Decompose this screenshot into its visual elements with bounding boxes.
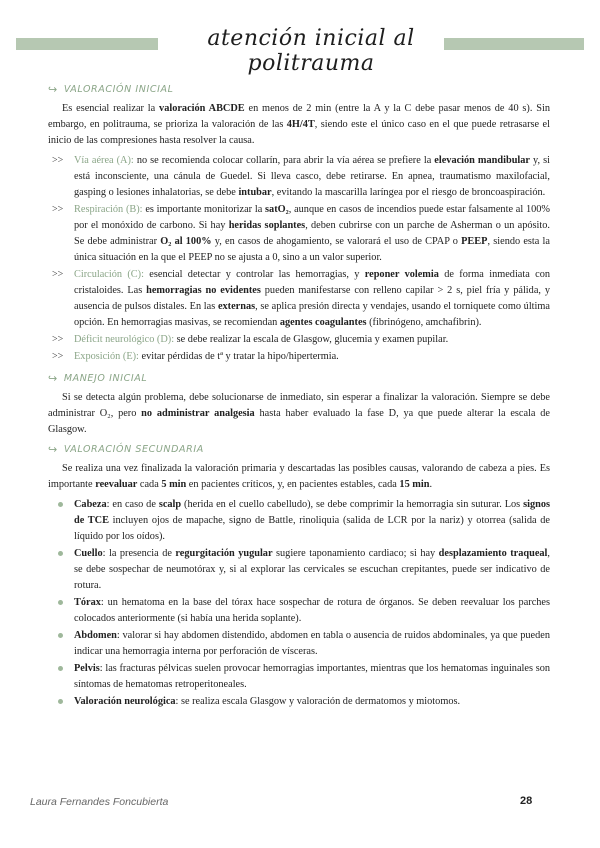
- paragraph-manejo-inicial: Si se detecta algún problema, debe solucionarse de inmediato, sin esperar a finalizar la valoración. Siempre se debe administrar O₂, pero no administrar analgesia hasta haber evaluado la fase D, ya que puede alterar la escala de Glasgow.: [48, 392, 550, 435]
- page-number: 28: [520, 795, 533, 807]
- footer-author: Laura Fernandes Foncubierta: [30, 796, 169, 808]
- title-bar-right-decoration: [444, 38, 584, 50]
- list-item-abdomen: Abdomen: valorar si hay abdomen distendido, abdomen en tabla o ausencia de ruidos abdominales, ya que pueden indicar una hemorragia interna por perforación de vísceras.: [74, 628, 550, 660]
- double-chevron-icon: >>: [52, 155, 64, 166]
- section-heading-valoracion-secundaria: ↪ VALORACIÓN SECUNDARIA: [48, 443, 204, 456]
- section-heading-valoracion-inicial: ↪ VALORACIÓN INICIAL: [48, 83, 174, 96]
- abcde-list: [48, 153, 550, 365]
- dot-icon: [58, 551, 63, 556]
- dot-icon: [58, 502, 63, 507]
- paragraph-valoracion-secundaria: Se realiza una vez finalizada la valoración primaria y descartadas las posibles causas, valorando de cabeza a pies. Es importante reevaluar cada 5 min en pacientes críticos, y, en pacientes estables, cada 15 min.: [48, 463, 550, 490]
- curved-arrow-icon: ↪: [48, 443, 58, 456]
- double-chevron-icon: >>: [52, 334, 64, 345]
- list-item-respiracion: >> Respiración (B): es importante monitorizar la satO₂, aunque en casos de incendios puede estar falsamente al 100% por el monóxido de carbono. Si hay heridas soplantes, deben cubrirse con un parche de Asherman o un apósito. Se debe administrar O₂ al 100% y, en casos de ahogamiento, se valorará el uso de CPAP o PEEP, siendo esta la única situación en la que el PEEP no se ajusta a 0, sino a un valor superior.: [52, 204, 551, 263]
- curved-arrow-icon: ↪: [48, 372, 58, 385]
- double-chevron-icon: >>: [52, 351, 64, 362]
- section-heading-manejo-inicial: ↪ MANEJO INICIAL: [48, 372, 148, 385]
- title-bar: [16, 26, 584, 76]
- dot-icon: [58, 699, 63, 704]
- list-item-via-aerea: >> Vía aérea (A): no se recomienda colocar collarín, para abrir la vía aérea se prefiere la elevación mandibular y, si está inconsciente, una cánula de Guedel. Si lleva casco, debe retirarse. En apnea, traumatismo maxilofacial, gasping o lesiones inhalatorias, se debe intubar, evitando la mascarilla laríngea por el riesgo de broncoaspiración.: [52, 155, 550, 198]
- double-chevron-icon: >>: [52, 204, 64, 215]
- list-item-deficit-neurologico: >> Déficit neurológico (D): se debe realizar la escala de Glasgow, glucemia y examen pupilar.: [74, 332, 550, 348]
- double-chevron-icon: >>: [52, 269, 64, 280]
- secondary-assessment-list: [48, 497, 550, 710]
- list-item-cabeza: Cabeza: en caso de scalp (herida en el cuello cabelludo), se debe comprimir la hemorragia sin suturar. Los signos de TCE incluyen ojos de mapache, signo de Battle, rinoliquia (salida de LCR por la nariz) y otorrea (salida de líquido por los oídos).: [74, 497, 550, 545]
- curved-arrow-icon: ↪: [48, 83, 58, 96]
- dot-icon: [58, 633, 63, 638]
- list-item-exposicion: >> Exposición (E): evitar pérdidas de tª y tratar la hipo/hipertermia.: [74, 349, 550, 365]
- dot-icon: [58, 666, 63, 671]
- main-content: [48, 80, 550, 716]
- list-item-cuello: Cuello: la presencia de regurgitación yugular sugiere taponamiento cardiaco; si hay desplazamiento traqueal, se debe sospechar de neumotórax y, si al explorar las cervicales se escuchan crepitantes, puede ser indicativo de rotura.: [74, 546, 550, 594]
- list-item-torax: Tórax: un hematoma en la base del tórax hace sospechar de rotura de órganos. Se deben reevaluar los parches colocados anteriormente (si había una herida soplante).: [74, 595, 550, 627]
- page-title: atención inicial al politrauma: [207, 26, 415, 76]
- list-item-pelvis: Pelvis: las fracturas pélvicas suelen provocar hemorragias importantes, mientras que los hematomas inguinales son síntomas de hematomas retroperitoneales.: [74, 661, 550, 693]
- list-item-valoracion-neurologica: Valoración neurológica: se realiza escala Glasgow y valoración de dermatomos y miotomos.: [74, 694, 550, 710]
- dot-icon: [58, 600, 63, 605]
- title-bar-left-decoration: [16, 38, 158, 50]
- list-item-circulacion: >> Circulación (C): esencial detectar y controlar las hemorragias, y reponer volemia de forma inmediata con cristaloides. Las hemorragias no evidentes pueden manifestarse con relleno capilar > 2 s, piel fría y pálida, y ausencia de pulsos distales. En las externas, se aplica presión directa y vendajes, usando el torniquete como última opción. En hemorragias masivas, se recomiendan agentes coagulantes (fibrinógeno, amchafibrin).: [52, 269, 551, 328]
- paragraph-valoracion-inicial: Es esencial realizar la valoración ABCDE en menos de 2 min (entre la A y la C debe pasar menos de 40 s). Sin embargo, en politrauma, se prioriza la valoración de las 4H/4T, siendo este el único caso en el que puede retrasarse el inicio de las compresiones hasta resolver la causa.: [48, 103, 550, 146]
